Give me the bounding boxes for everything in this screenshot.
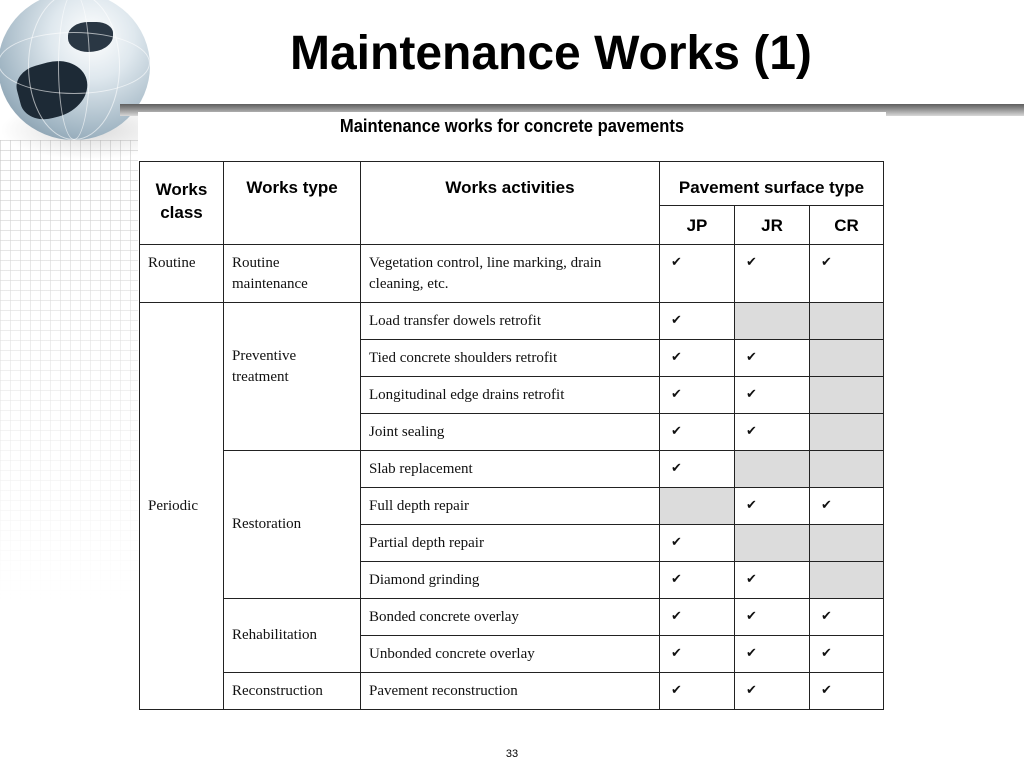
activity-cell: Diamond grinding bbox=[361, 562, 660, 599]
check-icon: ✔ bbox=[746, 497, 757, 512]
jp-cell bbox=[660, 303, 735, 340]
cr-cell bbox=[810, 414, 884, 451]
cr-cell bbox=[810, 599, 884, 636]
header-cr: CR bbox=[810, 206, 884, 245]
cr-cell bbox=[810, 377, 884, 414]
check-icon: ✔ bbox=[746, 349, 757, 364]
activity-cell: Joint sealing bbox=[361, 414, 660, 451]
jr-cell bbox=[735, 414, 810, 451]
check-icon: ✔ bbox=[671, 534, 682, 549]
jr-cell bbox=[735, 451, 810, 488]
check-icon: ✔ bbox=[671, 386, 682, 401]
jr-cell bbox=[735, 303, 810, 340]
cr-cell bbox=[810, 451, 884, 488]
activity-cell: Full depth repair bbox=[361, 488, 660, 525]
cr-cell bbox=[810, 636, 884, 673]
jr-cell bbox=[735, 636, 810, 673]
jp-cell bbox=[660, 377, 735, 414]
jp-cell bbox=[660, 599, 735, 636]
page-number: 33 bbox=[505, 748, 519, 760]
works-type-cell: Reconstruction bbox=[224, 673, 361, 710]
check-icon: ✔ bbox=[746, 571, 757, 586]
jp-cell bbox=[660, 245, 735, 303]
check-icon: ✔ bbox=[671, 645, 682, 660]
check-icon: ✔ bbox=[671, 254, 682, 269]
jp-cell bbox=[660, 562, 735, 599]
table-row bbox=[140, 451, 884, 488]
jr-cell bbox=[735, 562, 810, 599]
activity-cell: Partial depth repair bbox=[361, 525, 660, 562]
activity-cell: Vegetation control, line marking, drain cleaning, etc. bbox=[361, 245, 660, 303]
activity-cell: Pavement reconstruction bbox=[361, 673, 660, 710]
works-type-cell: Restoration bbox=[224, 451, 361, 599]
table-body bbox=[140, 245, 884, 710]
table-row bbox=[140, 245, 884, 303]
works-type-cell: Routine maintenance bbox=[224, 245, 361, 303]
check-icon: ✔ bbox=[671, 571, 682, 586]
jr-cell bbox=[735, 245, 810, 303]
jr-cell bbox=[735, 340, 810, 377]
check-icon: ✔ bbox=[671, 423, 682, 438]
cr-cell bbox=[810, 303, 884, 340]
cr-cell bbox=[810, 525, 884, 562]
cr-cell bbox=[810, 673, 884, 710]
jp-cell bbox=[660, 451, 735, 488]
works-class-cell: Periodic bbox=[140, 303, 224, 710]
jp-cell bbox=[660, 340, 735, 377]
header-jr: JR bbox=[735, 206, 810, 245]
cr-cell bbox=[810, 340, 884, 377]
check-icon: ✔ bbox=[671, 312, 682, 327]
check-icon: ✔ bbox=[821, 254, 832, 269]
jr-cell bbox=[735, 673, 810, 710]
header-jp: JP bbox=[660, 206, 735, 245]
jp-cell bbox=[660, 525, 735, 562]
jr-cell bbox=[735, 599, 810, 636]
table-row bbox=[140, 599, 884, 636]
jp-cell bbox=[660, 488, 735, 525]
works-type-cell: Rehabilitation bbox=[224, 599, 361, 673]
header-works-activities: Works activities bbox=[361, 162, 660, 245]
activity-cell: Load transfer dowels retrofit bbox=[361, 303, 660, 340]
check-icon: ✔ bbox=[746, 608, 757, 623]
activity-cell: Slab replacement bbox=[361, 451, 660, 488]
activity-cell: Unbonded concrete overlay bbox=[361, 636, 660, 673]
activity-cell: Tied concrete shoulders retrofit bbox=[361, 340, 660, 377]
cr-cell bbox=[810, 245, 884, 303]
check-icon: ✔ bbox=[671, 460, 682, 475]
header-pavement-surface-type: Pavement surface type bbox=[660, 162, 884, 206]
table-caption: Maintenance works for concrete pavements bbox=[339, 116, 685, 136]
check-icon: ✔ bbox=[746, 254, 757, 269]
jr-cell bbox=[735, 377, 810, 414]
check-icon: ✔ bbox=[746, 645, 757, 660]
slide-title: Maintenance Works (1) bbox=[290, 27, 812, 80]
jp-cell bbox=[660, 636, 735, 673]
jr-cell bbox=[735, 525, 810, 562]
table-row bbox=[140, 303, 884, 340]
background-grid-decoration bbox=[0, 140, 140, 600]
check-icon: ✔ bbox=[671, 682, 682, 697]
check-icon: ✔ bbox=[821, 645, 832, 660]
maintenance-works-table bbox=[139, 161, 884, 710]
check-icon: ✔ bbox=[821, 497, 832, 512]
check-icon: ✔ bbox=[746, 423, 757, 438]
cr-cell bbox=[810, 488, 884, 525]
jr-cell bbox=[735, 488, 810, 525]
check-icon: ✔ bbox=[821, 608, 832, 623]
jp-cell bbox=[660, 673, 735, 710]
check-icon: ✔ bbox=[746, 386, 757, 401]
check-icon: ✔ bbox=[671, 608, 682, 623]
cr-cell bbox=[810, 562, 884, 599]
jp-cell bbox=[660, 414, 735, 451]
table-row bbox=[140, 673, 884, 710]
header-works-class: Works class bbox=[140, 162, 224, 245]
activity-cell: Bonded concrete overlay bbox=[361, 599, 660, 636]
header-works-type: Works type bbox=[224, 162, 361, 245]
check-icon: ✔ bbox=[821, 682, 832, 697]
check-icon: ✔ bbox=[746, 682, 757, 697]
works-type-cell: Preventive treatment bbox=[224, 303, 361, 451]
works-class-cell: Routine bbox=[140, 245, 224, 303]
check-icon: ✔ bbox=[671, 349, 682, 364]
activity-cell: Longitudinal edge drains retrofit bbox=[361, 377, 660, 414]
